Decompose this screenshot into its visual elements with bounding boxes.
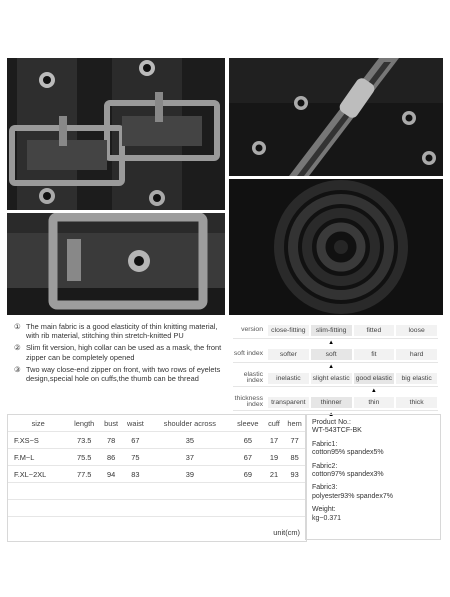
table-cell: 78 (100, 432, 122, 449)
fabric-2-value: cotton97% spandex3% (312, 471, 384, 479)
table-row-empty (8, 500, 306, 517)
spec-option-selected: thinner (311, 397, 352, 408)
fabric-1-label: Fabric1: (312, 440, 338, 448)
selected-marker-icon: ▲ (328, 411, 335, 418)
note-2 (14, 343, 226, 361)
column-header: waist (122, 415, 149, 432)
table-row (8, 432, 306, 449)
unit-label: unit(cm) (273, 528, 300, 537)
note-text: The main fabric is a good elasticity of thin knitting material, with rib material, stitching thin stretch-knitted PU (26, 322, 218, 341)
product-number (312, 419, 434, 436)
fabric-3-label: Fabric3: (312, 484, 338, 492)
selected-marker-icon: ▲ (328, 363, 335, 370)
spec-option: inelastic (268, 373, 309, 384)
spec-marker-row (233, 363, 438, 370)
spec-option: close-fitting (268, 325, 309, 336)
note-text: Two way close-end zipper on front, with two rows of eyelets design,special hole on cuffs,the thumb can be thread (26, 364, 221, 384)
coiled-fabric-illustration (229, 179, 443, 315)
table-cell: F.XS~S (8, 432, 68, 449)
table-row (8, 449, 306, 466)
fabric-1-value: cotton95% spandex5% (312, 449, 384, 457)
table-cell: 75.5 (68, 449, 100, 466)
spec-label: thickness index (234, 394, 263, 408)
spec-option: thin (354, 397, 395, 408)
spec-option-selected: slim-fitting (311, 325, 352, 336)
weight (312, 506, 434, 523)
table-cell: 83 (122, 466, 149, 483)
table-cell: 37 (149, 449, 231, 466)
spec-option: hard (396, 349, 437, 360)
spec-option-selected: soft (311, 349, 352, 360)
note-1 (14, 322, 226, 340)
table-cell: 73.5 (68, 432, 100, 449)
spec-option: fit (354, 349, 395, 360)
fabric-3-value: polyester93% spandex7% (312, 492, 393, 500)
spec-option: thick (396, 397, 437, 408)
table-cell: 19 (265, 449, 284, 466)
weight-label: Weight: (312, 506, 336, 514)
note-text: Slim fit version, high collar can be used as a mask, the front zipper can be completely opened (26, 343, 222, 362)
table-cell: 86 (100, 449, 122, 466)
spec-label: soft index (233, 349, 263, 357)
coiled-fabric-photo (229, 179, 443, 315)
spec-row-version (233, 322, 438, 339)
spec-option: loose (396, 325, 437, 336)
fabric-2 (312, 463, 434, 480)
table-cell: 21 (265, 466, 284, 483)
column-header: hem (283, 415, 306, 432)
column-header: shoulder across (149, 415, 231, 432)
spec-option: softer (268, 349, 309, 360)
table-cell: 69 (231, 466, 265, 483)
column-header: sleeve (231, 415, 265, 432)
size-table (8, 415, 306, 517)
spec-option: fitted (354, 325, 395, 336)
table-cell: 94 (100, 466, 122, 483)
table-cell: 93 (283, 466, 306, 483)
table-row (8, 466, 306, 483)
buckle-straps-illustration (7, 58, 225, 210)
table-cell: 17 (265, 432, 284, 449)
table-cell: 35 (149, 432, 231, 449)
feature-notes (14, 322, 226, 386)
note-3 (14, 365, 226, 383)
spec-option: slight elastic (312, 374, 350, 382)
spec-row-thickness (233, 394, 438, 411)
table-cell: 77 (283, 432, 306, 449)
spec-row-elastic (233, 370, 438, 387)
fabric-2-label: Fabric2: (312, 462, 338, 470)
fabric-1 (312, 441, 434, 458)
spec-option: big elastic (396, 373, 437, 384)
spec-row-soft (233, 346, 438, 363)
selected-marker-icon: ▲ (328, 339, 335, 346)
single-buckle-illustration (7, 213, 225, 315)
table-cell: 85 (283, 449, 306, 466)
table-cell: F.XL~2XL (8, 466, 68, 483)
note-number: ② (14, 343, 21, 353)
column-header: size (8, 415, 68, 432)
table-cell: 77.5 (68, 466, 100, 483)
table-cell: 75 (122, 449, 149, 466)
table-cell: 65 (231, 432, 265, 449)
spec-index-panel (233, 322, 438, 418)
column-header: bust (100, 415, 122, 432)
column-header: cuff (265, 415, 284, 432)
spec-label: elastic index (243, 370, 263, 384)
weight-value: kg~0.371 (312, 514, 341, 522)
table-cell: 67 (231, 449, 265, 466)
single-buckle-photo (7, 213, 225, 315)
note-number: ③ (14, 364, 21, 374)
spec-marker-row (233, 339, 438, 346)
spec-marker-row (233, 387, 438, 394)
note-number: ① (14, 322, 21, 331)
column-header: length (68, 415, 100, 432)
spec-label: version (241, 325, 263, 333)
spec-option: transparent (268, 397, 309, 408)
product-info-panel (305, 411, 441, 540)
table-cell: 67 (122, 432, 149, 449)
product-number-label: Product No.: (312, 419, 351, 426)
table-cell: F.M~L (8, 449, 68, 466)
selected-marker-icon: ▲ (370, 387, 377, 394)
zipper-collar-photo (229, 58, 443, 176)
size-table-header (8, 415, 306, 432)
spec-option-selected: good elastic (354, 373, 395, 384)
table-row-empty (8, 483, 306, 500)
fabric-3 (312, 484, 434, 501)
zipper-collar-illustration (229, 58, 443, 176)
buckle-straps-photo (7, 58, 225, 210)
table-cell: 39 (149, 466, 231, 483)
product-number-value: WT-543TCF-BK (312, 427, 362, 435)
size-chart (7, 414, 307, 542)
